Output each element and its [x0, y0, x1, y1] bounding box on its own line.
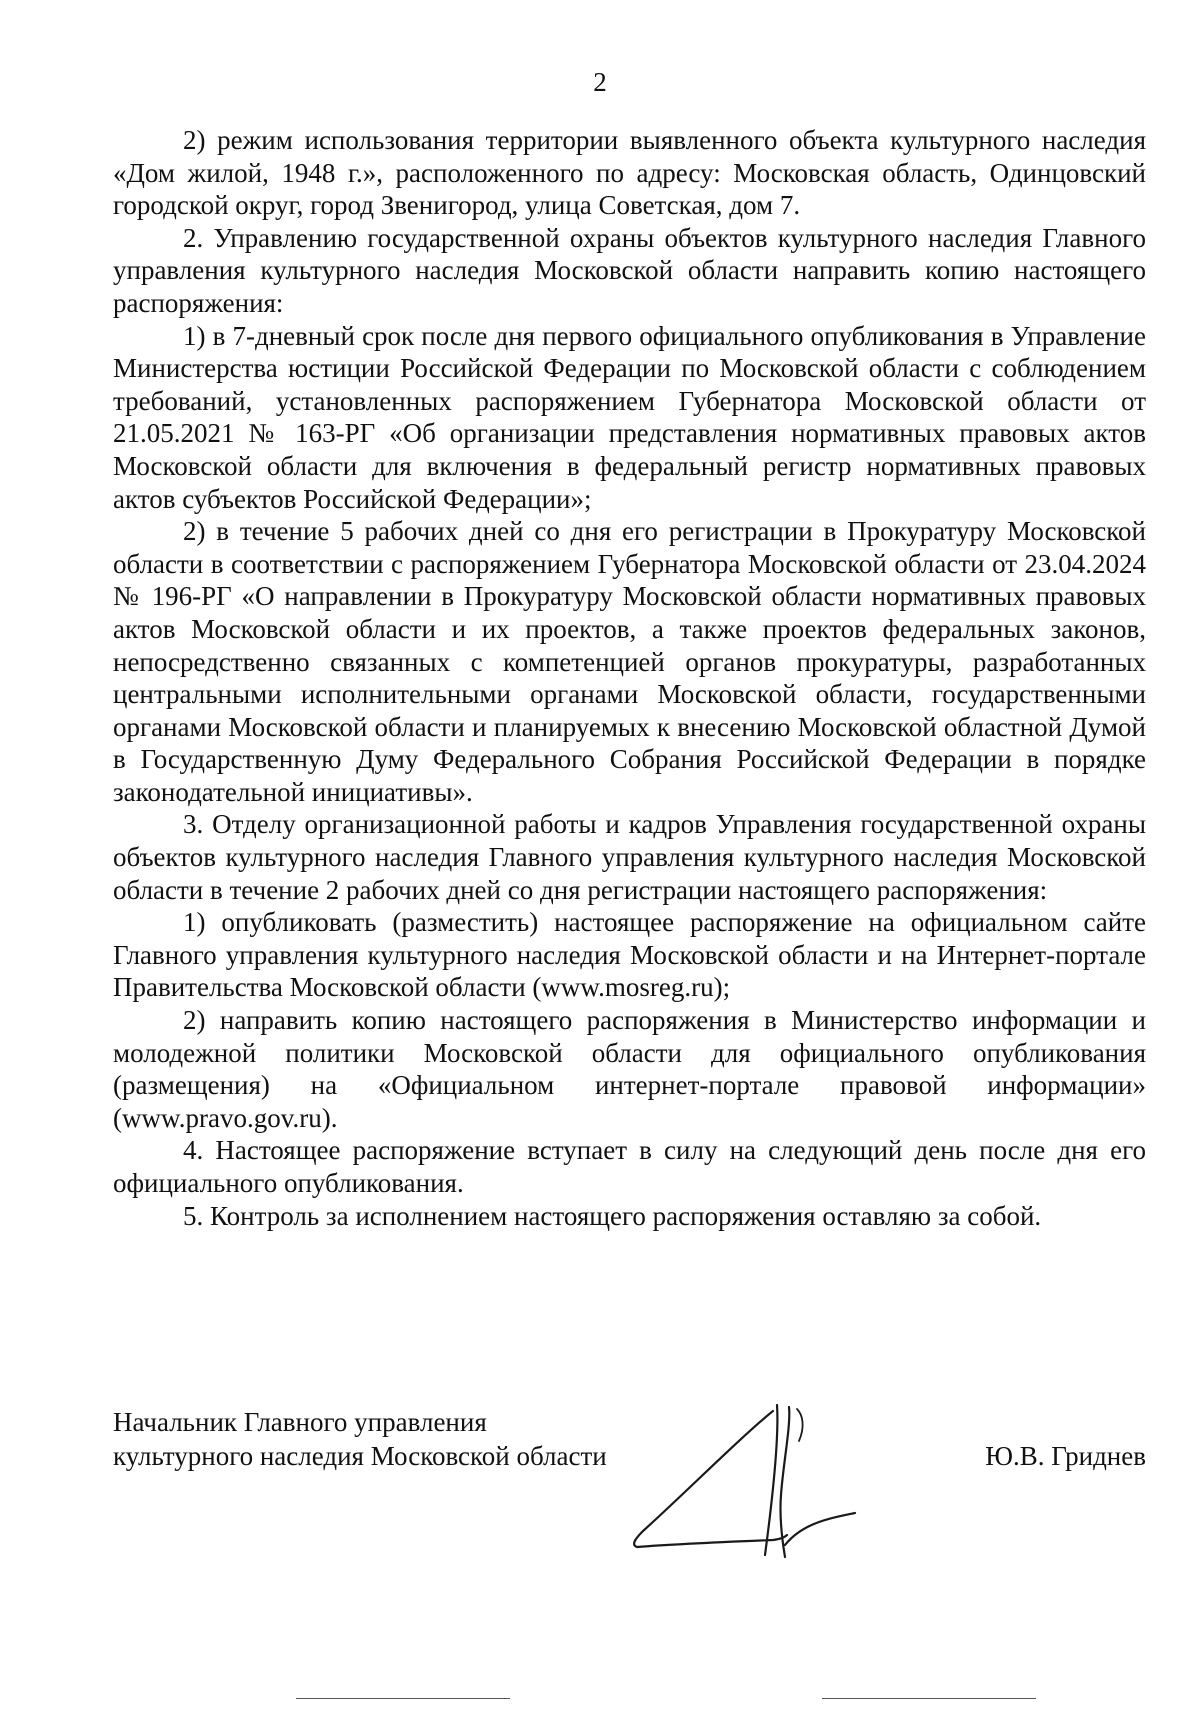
- paragraph-2-1: 1) в 7-дневный срок после дня первого официального опубликования в Управление Министерства юстиции Российской Федерации по Московской области с соблюдением требований, установленных распоряжением Губернатора Московской области от 21.05.2021 № 163-РГ «Об организации представления нормативных правовых актов Московской области для включения в федеральный регистр нормативных правовых актов субъектов Российской Федерации»;: [113, 320, 1146, 514]
- signer-name: Ю.В. Гриднев: [985, 1441, 1146, 1471]
- signer-position-line-1: Начальник Главного управления: [113, 1407, 487, 1437]
- signer-position: [113, 1405, 607, 1473]
- paragraph-1-2-regime: 2) режим использования территории выявленного объекта культурного наследия «Дом жилой, 1948 г.», расположенного по адресу: Московская область, Одинцовский городской округ, город Звенигород, улица Советская, дом 7.: [113, 125, 1146, 221]
- paragraph-2: 2. Управлению государственной охраны объектов культурного наследия Главного управления культурного наследия Московской области направить копию настоящего распоряжения:: [113, 222, 1146, 318]
- paragraph-4: 4. Настоящее распоряжение вступает в силу на следующий день после дня его официального опубликования.: [113, 1135, 1146, 1198]
- paragraph-3-2: 2) направить копию настоящего распоряжения в Министерство информации и молодежной политики Московской области для официального опубликования (размещения) на «Официальном интернет-портале правовой информации» (www.pravo.gov.ru).: [113, 1005, 1146, 1133]
- page-number: 2: [593, 67, 607, 97]
- document-body: [113, 124, 1146, 1232]
- paragraph-3-1: 1) опубликовать (разместить) настоящее распоряжение на официальном сайте Главного управления культурного наследия Московской области и на Интернет-портале Правительства Московской области (www.mosreg.ru);: [113, 907, 1146, 1003]
- paragraph-2-2: 2) в течение 5 рабочих дней со дня его регистрации в Прокуратуру Московской области в соответствии с распоряжением Губернатора Московской области от 23.04.2024 № 196-РГ «О направлении в Прокуратуру Московской области нормативных правовых актов Московской области и их проектов, а также проектов федеральных законов, непосредственно связанных с компетенцией органов прокуратуры, разработанных центральными исполнительными органами Московской области, государственными органами Московской области и планируемых к внесению Московской областной Думой в Государственную Думу Федерального Собрания Российской Федерации в порядке законодательной инициативы».: [113, 516, 1146, 807]
- paragraph-5: 5. Контроль за исполнением настоящего распоряжения оставляю за собой.: [183, 1200, 1042, 1231]
- signer-position-line-2: культурного наследия Московской области: [113, 1441, 607, 1471]
- signature-block: [113, 1405, 1146, 1565]
- footer-divider-right: [822, 1698, 1036, 1699]
- handwritten-signature: [623, 1395, 903, 1565]
- footer-divider-left: [296, 1698, 510, 1699]
- paragraph-3: 3. Отделу организационной работы и кадров Управления государственной охраны объектов культурного наследия Главного управления культурного наследия Московской области в течение 2 рабочих дней со дня регистрации настоящего распоряжения:: [113, 809, 1146, 905]
